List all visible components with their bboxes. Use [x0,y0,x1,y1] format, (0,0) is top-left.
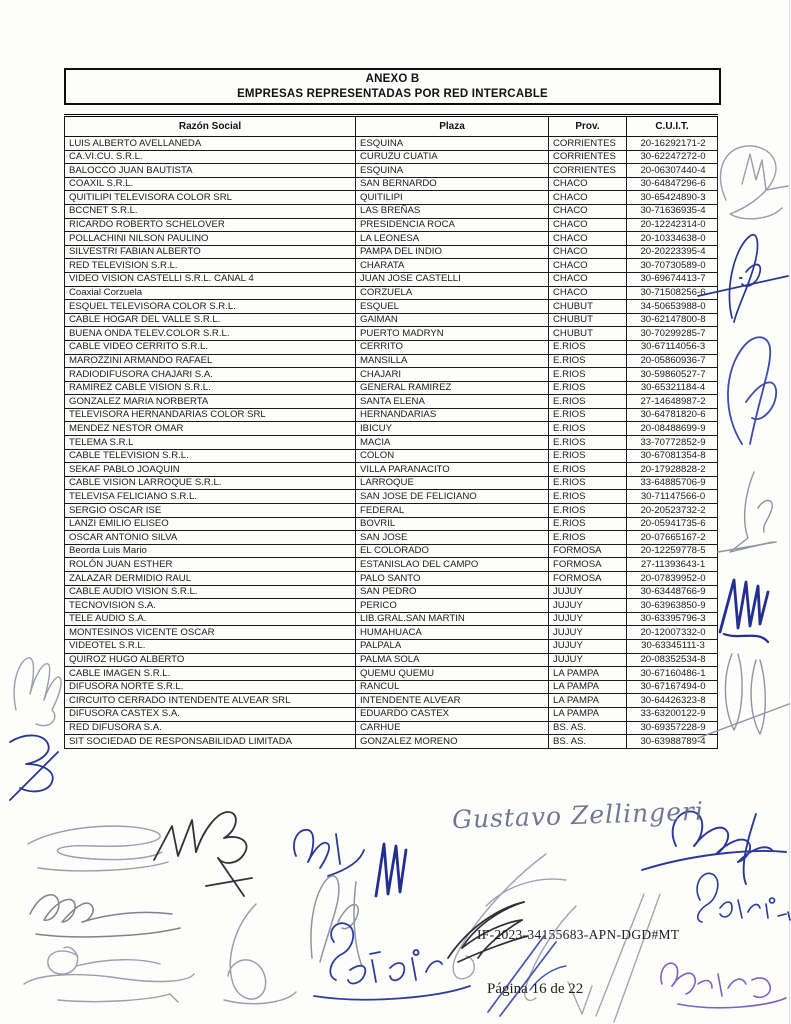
cell-cuit: 20-20523732-2 [627,504,718,518]
signature-scribble [712,466,787,568]
cell-plaza: MANSILLA [356,354,549,368]
cell-prov: CORRIENTES [549,150,627,164]
cell-plaza: LARROQUE [356,476,549,490]
cell-razon-social: QUIROZ HUGO ALBERTO [65,653,356,667]
column-header-prov: Prov. [549,116,627,137]
cell-cuit: 33-70772852-9 [627,436,718,450]
cell-razon-social: SIT SOCIEDAD DE RESPONSABILIDAD LIMITADA [65,735,356,749]
cell-plaza: ESQUINA [356,137,549,151]
cell-cuit: 27-11393643-1 [627,558,718,572]
cell-cuit: 30-62247272-0 [627,150,718,164]
cell-razon-social: RAMIREZ CABLE VISION S.R.L. [65,381,356,395]
cell-cuit: 20-17928828-2 [627,463,718,477]
signature-scribble [20,814,175,880]
cell-razon-social: COAXIL S.R.L. [65,177,356,191]
cell-plaza: RANCUL [356,680,549,694]
cell-razon-social: TELEMA S.R.L [65,436,356,450]
cell-prov: JUJUY [549,639,627,653]
cell-razon-social: CABLE VIDEO CERRITO S.R.L. [65,340,356,354]
cell-prov: BS. AS. [549,735,627,749]
document-title-box [64,68,721,105]
cell-cuit: 20-12242314-0 [627,218,718,232]
cell-razon-social: POLLACHINI NILSON PAULINO [65,232,356,246]
page-number: Página 16 de 22 [487,981,584,997]
cell-razon-social: VIDEOTEL S.R.L. [65,639,356,653]
table-row [65,680,718,694]
column-header-plaza: Plaza [356,116,549,137]
cell-plaza: SAN BERNARDO [356,177,549,191]
cell-razon-social: RED DIFUSORA S.A. [65,721,356,735]
cell-cuit: 20-07839952-0 [627,572,718,586]
cell-plaza: PALO SANTO [356,572,549,586]
cell-cuit: 30-59860527-7 [627,368,718,382]
document-reference-number: IF-2023-34155683-APN-DGD#MT [477,927,680,942]
signature-scribble [674,858,791,930]
cell-plaza: ESQUEL [356,300,549,314]
cell-prov: FORMOSA [549,544,627,558]
cell-razon-social: SILVESTRI FABIAN ALBERTO [65,245,356,259]
cell-razon-social: ESQUEL TELEVISORA COLOR S.R.L. [65,300,356,314]
table-row [65,137,718,151]
cell-prov: LA PAMPA [549,694,627,708]
cell-prov: JUJUY [549,585,627,599]
table-row [65,218,718,232]
signature-scribble [194,894,306,1014]
table-row [65,735,718,749]
table-body [65,137,718,749]
cell-cuit: 30-71508256-6 [627,286,718,300]
cell-plaza: INTENDENTE ALVEAR [356,694,549,708]
table-row [65,707,718,721]
cell-plaza: CERRITO [356,340,549,354]
cell-cuit: 20-16292171-2 [627,137,718,151]
cell-razon-social: TELEVISORA HERNANDARIAS COLOR SRL [65,408,356,422]
document-title: ANEXO B [365,73,420,85]
cell-cuit: 20-20223395-4 [627,245,718,259]
cell-cuit: 20-07665167-2 [627,531,718,545]
cell-razon-social: BALOCCO JUAN BAUTISTA [65,164,356,178]
cell-razon-social: LANZI EMILIO ELISEO [65,517,356,531]
cell-plaza: PALPALA [356,639,549,653]
signature-scribble [710,136,790,228]
cell-prov: E.RIOS [549,340,627,354]
table-row [65,327,718,341]
cell-prov: JUJUY [549,626,627,640]
table-row [65,476,718,490]
table-row [65,232,718,246]
table-row [65,504,718,518]
table-row [65,490,718,504]
cell-razon-social: Beorda Luis Mario [65,544,356,558]
cell-plaza: PAMPA DEL INDIO [356,245,549,259]
cell-prov: E.RIOS [549,436,627,450]
cell-cuit: 30-69674413-7 [627,272,718,286]
table-row [65,286,718,300]
table-row [65,572,718,586]
table-header [65,116,718,137]
cell-plaza: QUITILIPI [356,191,549,205]
cell-cuit: 20-06307440-4 [627,164,718,178]
cell-plaza: BOVRIL [356,517,549,531]
signature-scribble [16,936,201,1008]
cell-razon-social: OSCAR ANTONIO SILVA [65,531,356,545]
cell-cuit: 30-64781820-6 [627,408,718,422]
cell-prov: E.RIOS [549,531,627,545]
signature-scribble [304,910,479,1008]
cell-cuit: 30-63448766-9 [627,585,718,599]
cell-prov: E.RIOS [549,517,627,531]
cell-prov: E.RIOS [549,449,627,463]
cell-prov: E.RIOS [549,422,627,436]
table-row [65,408,718,422]
cell-prov: LA PAMPA [549,707,627,721]
cell-plaza: CHARATA [356,259,549,273]
cell-cuit: 34-50653988-0 [627,300,718,314]
cell-plaza: LIB.GRAL.SAN MARTIN [356,612,549,626]
table-row [65,436,718,450]
table-row [65,381,718,395]
cell-razon-social: CA.VI.CU. S.R.L. [65,150,356,164]
cell-cuit: 30-69357228-9 [627,721,718,735]
cell-plaza: PERICO [356,599,549,613]
cell-cuit: 30-65424890-3 [627,191,718,205]
scan-edge-artifact [789,0,790,1024]
signature-scribble [366,834,414,908]
cell-cuit: 20-08488699-9 [627,422,718,436]
cell-plaza: COLON [356,449,549,463]
cell-plaza: EDUARDO CASTEX [356,707,549,721]
cell-cuit: 30-67081354-8 [627,449,718,463]
cell-plaza: MACIA [356,436,549,450]
table-row [65,164,718,178]
cell-prov: CHACO [549,191,627,205]
table-row [65,395,718,409]
table-row [65,599,718,613]
cell-prov: LA PAMPA [549,680,627,694]
cell-razon-social: CABLE AUDIO VISION S.R.L. [65,585,356,599]
cell-plaza: CURUZU CUATIA [356,150,549,164]
cell-plaza: QUEMU QUEMU [356,667,549,681]
table-row [65,449,718,463]
cell-plaza: SAN PEDRO [356,585,549,599]
table-row [65,463,718,477]
cell-cuit: 30-64847296-6 [627,177,718,191]
cell-plaza: ESQUINA [356,164,549,178]
cell-prov: CHUBUT [549,313,627,327]
signature-scribble [278,804,370,888]
table-row [65,272,718,286]
cell-prov: E.RIOS [549,408,627,422]
cell-plaza: JUAN JOSE CASTELLI [356,272,549,286]
column-header-razon-social: Razón Social [65,116,356,137]
cell-razon-social: GONZALEZ MARIA NORBERTA [65,395,356,409]
cell-plaza: GONZALEZ MORENO [356,735,549,749]
cell-cuit: 30-63963850-9 [627,599,718,613]
table-row [65,177,718,191]
cell-cuit: 30-71147566-0 [627,490,718,504]
cell-razon-social: BCCNET S.R.L. [65,204,356,218]
cell-razon-social: MAROZZINI ARMANDO RAFAEL [65,354,356,368]
cell-prov: CHACO [549,177,627,191]
cell-plaza: HUMAHUACA [356,626,549,640]
cell-prov: E.RIOS [549,395,627,409]
cell-prov: JUJUY [549,599,627,613]
table-row [65,259,718,273]
table-row [65,639,718,653]
cell-cuit: 20-12007332-0 [627,626,718,640]
table-row [65,721,718,735]
cell-prov: E.RIOS [549,476,627,490]
cell-razon-social: RADIODIFUSORA CHAJARI S.A. [65,368,356,382]
cell-razon-social: RICARDO ROBERTO SCHELOVER [65,218,356,232]
cell-plaza: ESTANISLAO DEL CAMPO [356,558,549,572]
signature-scribble [296,860,380,974]
cell-cuit: 20-10334638-0 [627,232,718,246]
document-subtitle: EMPRESAS REPRESENTADAS POR RED INTERCABLE [237,88,548,100]
cell-prov: CHUBUT [549,300,627,314]
table-row [65,313,718,327]
cell-prov: CORRIENTES [549,137,627,151]
cell-plaza: SAN JOSE [356,531,549,545]
table-row [65,612,718,626]
table-row [65,354,718,368]
cell-prov: E.RIOS [549,368,627,382]
table-row [65,517,718,531]
cell-cuit: 27-14648987-2 [627,395,718,409]
cell-razon-social: CABLE HOGAR DEL VALLE S.R.L. [65,313,356,327]
signature-scribble [646,942,791,1014]
cell-plaza: HERNANDARIAS [356,408,549,422]
cell-cuit: 30-70299285-7 [627,327,718,341]
cell-razon-social: Coaxial Corzuela [65,286,356,300]
table-row [65,653,718,667]
cell-cuit: 20-08352534-8 [627,653,718,667]
cell-plaza: SANTA ELENA [356,395,549,409]
table-row [65,368,718,382]
cell-prov: E.RIOS [549,354,627,368]
cell-prov: E.RIOS [549,504,627,518]
cell-plaza: LAS BREÑAS [356,204,549,218]
cell-plaza: PRESIDENCIA ROCA [356,218,549,232]
cell-razon-social: SEKAF PABLO JOAQUIN [65,463,356,477]
cell-razon-social: CABLE VISION LARROQUE S.R.L. [65,476,356,490]
cell-prov: CORRIENTES [549,164,627,178]
cell-plaza: PUERTO MADRYN [356,327,549,341]
cell-plaza: EL COLORADO [356,544,549,558]
cell-prov: CHACO [549,259,627,273]
cell-prov: BS. AS. [549,721,627,735]
cell-prov: JUJUY [549,612,627,626]
cell-plaza: CARHUE [356,721,549,735]
table-row [65,544,718,558]
cell-prov: FORMOSA [549,572,627,586]
table-header-row [65,116,718,137]
cell-plaza: GENERAL RAMIREZ [356,381,549,395]
cell-razon-social: QUITILIPI TELEVISORA COLOR SRL [65,191,356,205]
cell-prov: CHACO [549,218,627,232]
cell-plaza: LA LEONESA [356,232,549,246]
signature-scribble [146,798,291,906]
cell-plaza: GAIMAN [356,313,549,327]
cell-razon-social: LUIS ALBERTO AVELLANEDA [65,137,356,151]
cell-cuit: 30-67160486-1 [627,667,718,681]
signature-scribble [548,886,668,1024]
column-header-cuit: C.U.I.T. [627,116,718,137]
cell-prov: CHACO [549,245,627,259]
cell-cuit: 30-64426323-8 [627,694,718,708]
cell-prov: CHACO [549,204,627,218]
cell-prov: E.RIOS [549,490,627,504]
signature-scribble [2,724,64,808]
cell-razon-social: ROLÓN JUAN ESTHER [65,558,356,572]
cell-razon-social: BUENA ONDA TELEV.COLOR S.R.L. [65,327,356,341]
cell-razon-social: CIRCUITO CERRADO INTENDENTE ALVEAR SRL [65,694,356,708]
cell-prov: FORMOSA [549,558,627,572]
cell-plaza: IBICUY [356,422,549,436]
cell-prov: CHACO [549,272,627,286]
cell-razon-social: RED TELEVISION S.R.L. [65,259,356,273]
cell-cuit: 30-70730589-0 [627,259,718,273]
cell-cuit: 20-05860936-7 [627,354,718,368]
table-row [65,150,718,164]
cell-razon-social: VIDEO VISION CASTELLI S.R.L. CANAL 4 [65,272,356,286]
table-row [65,204,718,218]
signature-scribble [710,330,790,448]
table-row [65,667,718,681]
cell-plaza: CHAJARI [356,368,549,382]
cell-razon-social: DIFUSORA NORTE S.R.L. [65,680,356,694]
handwritten-name: Gustavo Zellingeri [451,796,705,835]
cell-prov: LA PAMPA [549,667,627,681]
table-row [65,585,718,599]
cell-razon-social: CABLE TELEVISION S.R.L. [65,449,356,463]
cell-razon-social: DIFUSORA CASTEX S.A. [65,707,356,721]
cell-razon-social: TELE AUDIO S.A. [65,612,356,626]
cell-cuit: 20-05941735-6 [627,517,718,531]
cell-plaza: VILLA PARANACITO [356,463,549,477]
signature-scribble [24,878,189,942]
cell-razon-social: ZALAZAR DERMIDIO RAUL [65,572,356,586]
cell-razon-social: TECNOVISION S.A. [65,599,356,613]
cell-razon-social: TELEVISA FELICIANO S.R.L. [65,490,356,504]
cell-prov: E.RIOS [549,463,627,477]
cell-razon-social: MONTESINOS VICENTE OSCAR [65,626,356,640]
cell-prov: CHACO [549,286,627,300]
cell-plaza: SAN JOSE DE FELICIANO [356,490,549,504]
cell-prov: E.RIOS [549,381,627,395]
cell-prov: CHUBUT [549,327,627,341]
cell-plaza: FEDERAL [356,504,549,518]
table-row [65,626,718,640]
table-row [65,245,718,259]
cell-cuit: 33-64885706-9 [627,476,718,490]
table-row [65,558,718,572]
table-row [65,300,718,314]
cell-cuit: 30-67114056-3 [627,340,718,354]
cell-cuit: 33-63200122-9 [627,707,718,721]
companies-table [64,114,718,749]
cell-razon-social: SERGIO OSCAR ISE [65,504,356,518]
table-row [65,694,718,708]
cell-razon-social: MENDEZ NESTOR OMAR [65,422,356,436]
signature-scribble [4,648,68,738]
cell-cuit: 20-12259778-5 [627,544,718,558]
table-row [65,531,718,545]
cell-cuit: 30-65321184-4 [627,381,718,395]
cell-plaza: CORZUELA [356,286,549,300]
cell-cuit: 30-62147800-8 [627,313,718,327]
cell-cuit: 30-67167494-0 [627,680,718,694]
table-row [65,422,718,436]
cell-cuit: 30-63395796-3 [627,612,718,626]
cell-cuit: 30-63988789-4 [627,735,718,749]
cell-cuit: 30-63345111-3 [627,639,718,653]
cell-razon-social: CABLE IMAGEN S.R.L. [65,667,356,681]
table-row [65,340,718,354]
cell-plaza: PALMA SOLA [356,653,549,667]
table-row [65,191,718,205]
cell-cuit: 30-71636935-4 [627,204,718,218]
cell-prov: CHACO [549,232,627,246]
cell-prov: JUJUY [549,653,627,667]
